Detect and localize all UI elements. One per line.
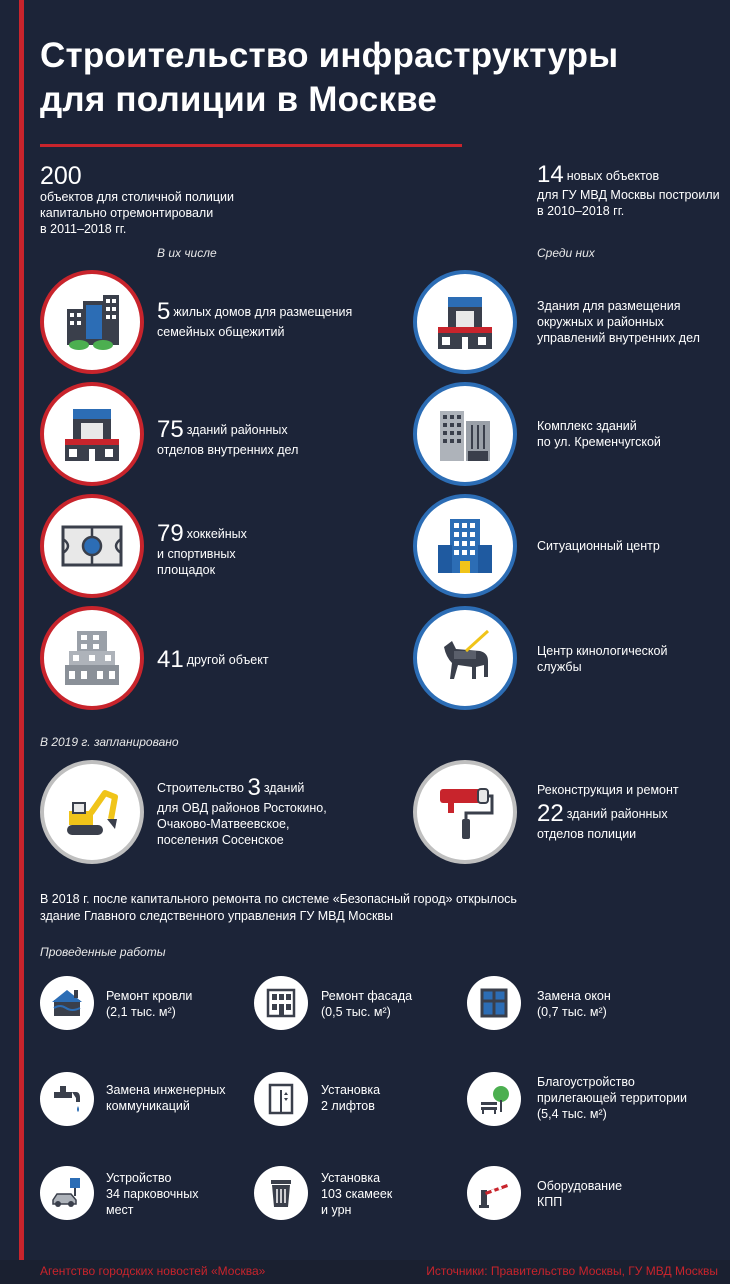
left-item-3-line-1: хоккейных xyxy=(186,527,247,541)
trash-bin-icon xyxy=(254,1166,308,1220)
hockey-rink-icon xyxy=(40,494,144,598)
gsu-note xyxy=(40,891,520,925)
gsu-note-line-2: здание Главного следственного управления ГУ МВД Москвы xyxy=(40,909,394,923)
left-item-1 xyxy=(157,300,352,340)
footer-agency: Агентство городских новостей «Москва» xyxy=(40,1264,266,1278)
elevator-icon xyxy=(254,1072,308,1126)
title-underline xyxy=(40,144,462,147)
plan-right-text xyxy=(537,782,679,842)
right-item-1-line-1: Здания для размещения xyxy=(537,299,681,313)
title-line-2: для полиции в Москве xyxy=(40,80,438,119)
stat-built-text: новых объектов xyxy=(566,169,660,183)
work-8-line-2: 103 скамеек xyxy=(321,1187,393,1201)
left-item-4 xyxy=(157,648,269,672)
stat-repaired-number: 200 xyxy=(40,162,82,190)
left-item-3-line-3: площадок xyxy=(157,563,216,577)
work-1-line-1: Ремонт кровли xyxy=(106,989,193,1003)
title-line-1: Строительство инфраструктуры xyxy=(40,36,619,75)
right-item-4-line-2: службы xyxy=(537,660,582,674)
plan-right-line-0: Реконструкция и ремонт xyxy=(537,783,679,797)
building-complex-icon xyxy=(413,382,517,486)
stat-repaired xyxy=(40,163,280,237)
work-1 xyxy=(106,988,192,1020)
work-3-line-1: Замена окон xyxy=(537,989,611,1003)
apartment-buildings-icon xyxy=(40,270,144,374)
work-4-line-1: Замена инженерных xyxy=(106,1083,226,1097)
left-item-3-line-2: и спортивных xyxy=(157,547,236,561)
gsu-note-line-1: В 2018 г. после капитального ремонта по системе «Безопасный город» открылось xyxy=(40,892,517,906)
work-7-line-3: мест xyxy=(106,1203,134,1217)
plan-left-line-2: для ОВД районов Ростокино, xyxy=(157,801,327,815)
plan-left-line-3: Очаково-Матвеевское, xyxy=(157,817,290,831)
left-item-3 xyxy=(157,522,247,578)
left-item-4-number: 41 xyxy=(157,646,184,673)
plan-right-number: 22 xyxy=(537,800,564,827)
plan-left-line-1: зданий xyxy=(263,781,305,795)
left-item-3-number: 79 xyxy=(157,520,184,547)
right-item-4-line-1: Центр кинологической xyxy=(537,644,668,658)
work-7-line-2: 34 парковочных xyxy=(106,1187,199,1201)
plan-left-prefix: Строительство xyxy=(157,781,244,795)
plan-left-text xyxy=(157,776,327,848)
plan-right-line-2: отделов полиции xyxy=(537,827,637,841)
excavator-icon xyxy=(40,760,144,864)
left-item-2-line-2: отделов внутренних дел xyxy=(157,443,299,457)
water-tap-icon xyxy=(40,1072,94,1126)
work-7-line-1: Устройство xyxy=(106,1171,172,1185)
right-item-1-line-3: управлений внутренних дел xyxy=(537,331,700,345)
plan-subhead: В 2019 г. запланировано xyxy=(40,735,179,749)
work-2-line-1: Ремонт фасада xyxy=(321,989,413,1003)
plan-right-line-1: зданий районных xyxy=(566,807,668,821)
plan-left-line-4: поселения Сосенское xyxy=(157,833,284,847)
left-item-2 xyxy=(157,418,298,458)
police-building-icon xyxy=(40,382,144,486)
window-icon xyxy=(467,976,521,1030)
work-3 xyxy=(537,988,611,1020)
left-item-2-line-1: зданий районных xyxy=(186,423,288,437)
stat-built-line-3: в 2010–2018 гг. xyxy=(537,204,625,218)
barrier-gate-icon xyxy=(467,1166,521,1220)
stat-built-line-2: для ГУ МВД Москвы построили xyxy=(537,188,720,202)
left-item-1-line-1: жилых домов для размещения xyxy=(173,305,353,319)
parking-icon xyxy=(40,1166,94,1220)
work-8-line-1: Установка xyxy=(321,1171,381,1185)
right-item-2-line-1: Комплекс зданий xyxy=(537,419,637,433)
work-6-line-3: (5,4 тыс. м²) xyxy=(537,1107,607,1121)
stat-repaired-line-2: капитально отремонтировали xyxy=(40,206,214,220)
situation-center-icon xyxy=(413,494,517,598)
work-5 xyxy=(321,1082,380,1114)
paint-roller-icon xyxy=(413,760,517,864)
right-item-2-line-2: по ул. Кременчугской xyxy=(537,435,661,449)
right-item-1-line-2: окружных и районных xyxy=(537,315,664,329)
left-item-1-number: 5 xyxy=(157,298,171,325)
work-2-line-2: (0,5 тыс. м²) xyxy=(321,1005,391,1019)
work-4 xyxy=(106,1082,226,1114)
plan-left-number: 3 xyxy=(247,774,261,801)
left-item-4-line-1: другой объект xyxy=(186,653,269,667)
page-title xyxy=(40,34,680,122)
stat-repaired-line-3: в 2011–2018 гг. xyxy=(40,222,127,236)
roof-repair-icon xyxy=(40,976,94,1030)
office-building-icon xyxy=(40,606,144,710)
stat-repaired-line-1: объектов для столичной полиции xyxy=(40,190,235,204)
footer xyxy=(0,1260,730,1284)
facade-icon xyxy=(254,976,308,1030)
work-6-line-2: прилегающей территории xyxy=(537,1091,687,1105)
service-dog-icon xyxy=(413,606,517,710)
stat-built-number: 14 xyxy=(537,161,564,188)
right-item-3 xyxy=(537,538,660,554)
work-6 xyxy=(537,1074,687,1122)
work-1-line-2: (2,1 тыс. м²) xyxy=(106,1005,176,1019)
left-accent-line xyxy=(19,0,24,1260)
work-2 xyxy=(321,988,412,1020)
left-item-1-line-2: семейных общежитий xyxy=(157,325,285,339)
right-item-2 xyxy=(537,418,661,450)
work-9-line-1: Оборудование xyxy=(537,1179,623,1193)
work-5-line-1: Установка xyxy=(321,1083,381,1097)
works-subhead: Проведенные работы xyxy=(40,945,166,959)
work-9 xyxy=(537,1178,622,1210)
work-4-line-2: коммуникаций xyxy=(106,1099,190,1113)
right-item-3-line-1: Ситуационный центр xyxy=(537,539,660,553)
work-7 xyxy=(106,1170,198,1218)
work-9-line-2: КПП xyxy=(537,1195,563,1209)
stat-built xyxy=(537,163,727,219)
work-8-line-3: и урн xyxy=(321,1203,352,1217)
work-6-line-1: Благоустройство xyxy=(537,1075,635,1089)
right-item-4 xyxy=(537,643,667,675)
left-subhead: В их числе xyxy=(157,246,217,260)
work-5-line-2: 2 лифтов xyxy=(321,1099,375,1113)
right-subhead: Среди них xyxy=(537,246,595,260)
right-item-1 xyxy=(537,298,700,346)
work-3-line-2: (0,7 тыс. м²) xyxy=(537,1005,607,1019)
district-building-icon xyxy=(413,270,517,374)
work-8 xyxy=(321,1170,392,1218)
left-item-2-number: 75 xyxy=(157,416,184,443)
footer-sources: Источники: Правительство Москвы, ГУ МВД Москвы xyxy=(426,1264,718,1278)
park-bench-icon xyxy=(467,1072,521,1126)
